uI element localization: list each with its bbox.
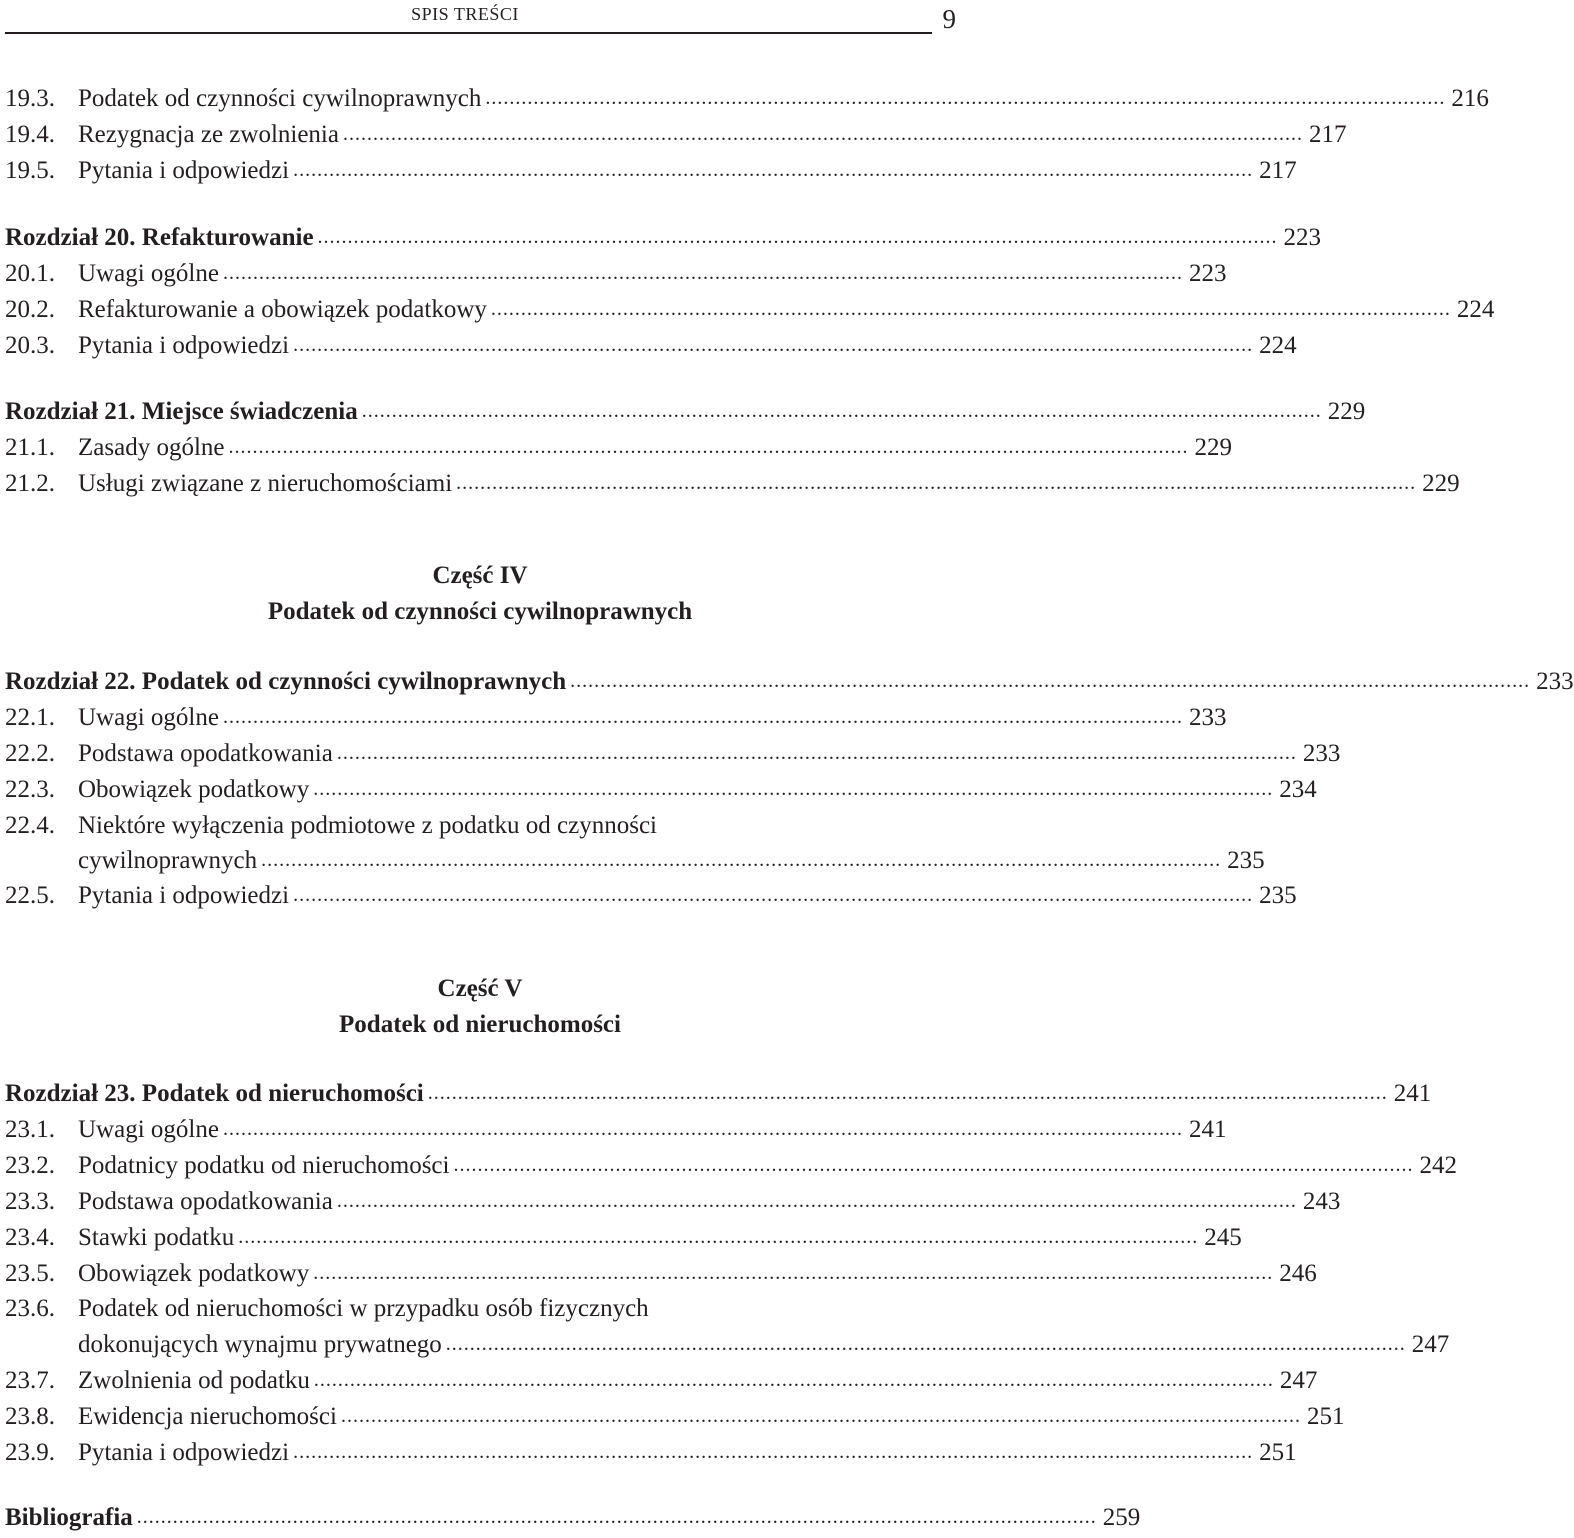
toc-entry-title: cywilnoprawnych bbox=[78, 847, 258, 874]
toc-entry-title: Uwagi ogólne bbox=[78, 704, 219, 731]
toc-leader-dots: ................................................................................................................................................................ bbox=[293, 159, 1254, 181]
toc-entry-title: dokonujących wynajmu prywatnego bbox=[78, 1331, 442, 1358]
toc-entry-page: 217 bbox=[1308, 121, 1347, 148]
toc-entry-page: 223 bbox=[1188, 260, 1227, 287]
toc-leader-dots: ................................................................................................................................................................ bbox=[136, 1506, 1097, 1528]
toc-entry-page: 229 bbox=[1194, 434, 1232, 461]
toc-entry-page: 234 bbox=[1279, 776, 1317, 803]
toc-entry-page: 247 bbox=[1279, 1367, 1318, 1394]
toc-entry-number: 23.7. bbox=[5, 1367, 55, 1394]
toc-chapter-title: Rozdział 21. Miejsce świadczenia bbox=[5, 398, 358, 425]
toc-entry[interactable] bbox=[5, 1184, 1341, 1220]
part-label: Część V bbox=[437, 975, 523, 1002]
toc-entry[interactable] bbox=[5, 466, 1460, 502]
toc-entry-page: 245 bbox=[1204, 1224, 1242, 1251]
toc-entry[interactable] bbox=[5, 1148, 1457, 1184]
toc-entry-page: 246 bbox=[1279, 1260, 1317, 1287]
toc-entry-number: 22.3. bbox=[5, 776, 55, 803]
toc-entry[interactable] bbox=[5, 772, 1317, 808]
toc-entry-title: Pytania i odpowiedzi bbox=[78, 332, 290, 359]
toc-entry-number: 20.3. bbox=[5, 332, 55, 359]
toc-entry-title: Obowiązek podatkowy bbox=[78, 1260, 310, 1287]
toc-entry-number: 22.2. bbox=[5, 740, 55, 767]
toc-leader-dots: ................................................................................................................................................................ bbox=[293, 884, 1254, 906]
toc-entry-title: Usługi związane z nieruchomościami bbox=[78, 470, 453, 497]
toc-entry-title: Podatnicy podatku od nieruchomości bbox=[78, 1152, 450, 1179]
toc-entry[interactable] bbox=[5, 81, 1489, 117]
toc-entry-number: 22.5. bbox=[5, 882, 55, 909]
toc-entry-page: 229 bbox=[1327, 398, 1366, 425]
toc-leader-dots: ................................................................................................................................................................ bbox=[317, 226, 1278, 248]
toc-entry[interactable] bbox=[5, 1435, 1297, 1471]
toc-entry-page: 224 bbox=[1259, 332, 1297, 359]
toc-entry-title: Pytania i odpowiedzi bbox=[78, 157, 290, 184]
toc-chapter-entry[interactable] bbox=[5, 1076, 1432, 1112]
toc-leader-dots: ................................................................................................................................................................ bbox=[570, 670, 1531, 692]
toc-entry[interactable] bbox=[5, 1256, 1317, 1292]
toc-leader-dots: ................................................................................................................................................................ bbox=[222, 706, 1183, 728]
toc-entry-title: Refakturowanie a obowiązek podatkowy bbox=[78, 296, 487, 323]
toc-entry-number: 23.5. bbox=[5, 1260, 55, 1287]
toc-entry-page: 223 bbox=[1283, 224, 1322, 251]
toc-entry[interactable] bbox=[5, 808, 956, 844]
toc-leader-dots: ................................................................................................................................................................ bbox=[238, 1226, 1199, 1248]
toc-entry-title: Zwolnienia od podatku bbox=[78, 1367, 310, 1394]
toc-entry[interactable] bbox=[5, 1112, 1227, 1148]
toc-entry-page: 247 bbox=[1411, 1331, 1450, 1358]
toc-entry[interactable] bbox=[5, 1399, 1345, 1435]
toc-entry-number: 20.1. bbox=[5, 260, 55, 287]
toc-entry-number: 19.3. bbox=[5, 85, 55, 112]
toc-entry-title: Ewidencja nieruchomości bbox=[78, 1403, 337, 1430]
toc-chapter-title: Bibliografia bbox=[5, 1504, 133, 1531]
toc-leader-dots: ................................................................................................................................................................ bbox=[336, 1190, 1297, 1212]
toc-entry-page: 259 bbox=[1102, 1504, 1141, 1531]
toc-entry-page: 235 bbox=[1227, 847, 1265, 874]
toc-entry-page: 229 bbox=[1422, 470, 1460, 497]
toc-entry-title: Rezygnacja ze zwolnienia bbox=[78, 121, 339, 148]
toc-entry-page: 251 bbox=[1259, 1439, 1297, 1466]
toc-leader-dots: ................................................................................................................................................................ bbox=[490, 298, 1451, 320]
toc-leader-dots: ................................................................................................................................................................ bbox=[293, 1441, 1254, 1463]
toc-entry-continuation[interactable] bbox=[5, 843, 1265, 879]
toc-entry[interactable] bbox=[5, 430, 1232, 466]
toc-entry[interactable] bbox=[5, 1291, 956, 1327]
toc-entry-number: 23.9. bbox=[5, 1439, 55, 1466]
toc-entry-number: 23.1. bbox=[5, 1116, 55, 1143]
toc-entry-title: Podatek od nieruchomości w przypadku osób fizycznych bbox=[78, 1295, 649, 1322]
toc-leader-dots: ................................................................................................................................................................ bbox=[313, 778, 1274, 800]
toc-entry-title: Podatek od czynności cywilnoprawnych bbox=[78, 85, 482, 112]
toc-entry-page: 235 bbox=[1259, 882, 1297, 909]
toc-leader-dots: ................................................................................................................................................................ bbox=[453, 1154, 1414, 1176]
toc-leader-dots: ................................................................................................................................................................ bbox=[293, 334, 1254, 356]
toc-entry-number: 20.2. bbox=[5, 296, 55, 323]
toc-entry-page: 233 bbox=[1188, 704, 1227, 731]
toc-entry[interactable] bbox=[5, 1220, 1242, 1256]
toc-entry[interactable] bbox=[5, 736, 1341, 772]
toc-chapter-title: Rozdział 23. Podatek od nieruchomości bbox=[5, 1080, 424, 1107]
toc-entry-page: 241 bbox=[1188, 1116, 1227, 1143]
toc-entry-page: 224 bbox=[1456, 296, 1495, 323]
toc-entry-title: Obowiązek podatkowy bbox=[78, 776, 310, 803]
toc-leader-dots: ................................................................................................................................................................ bbox=[342, 123, 1303, 145]
toc-entry-page: 233 bbox=[1536, 668, 1574, 695]
toc-leader-dots: ................................................................................................................................................................ bbox=[313, 1369, 1274, 1391]
toc-entry-number: 23.6. bbox=[5, 1295, 55, 1322]
toc-entry-page: 251 bbox=[1306, 1403, 1345, 1430]
toc-leader-dots: ................................................................................................................................................................ bbox=[313, 1262, 1274, 1284]
toc-entry-title: Podstawa opodatkowania bbox=[78, 740, 333, 767]
page-number: 9 bbox=[942, 4, 956, 34]
toc-entry[interactable] bbox=[5, 1363, 1318, 1399]
toc-entry-title: Zasady ogólne bbox=[78, 434, 225, 461]
toc-chapter-title: Rozdział 20. Refakturowanie bbox=[5, 224, 314, 251]
toc-leader-dots: ................................................................................................................................................................ bbox=[445, 1333, 1406, 1355]
toc-chapter-entry[interactable] bbox=[5, 220, 1322, 256]
toc-chapter-title: Rozdział 22. Podatek od czynności cywilnoprawnych bbox=[5, 668, 567, 695]
toc-entry-page: 243 bbox=[1302, 1188, 1341, 1215]
toc-entry-number: 22.1. bbox=[5, 704, 55, 731]
header-rule bbox=[5, 32, 932, 34]
toc-leader-dots: ................................................................................................................................................................ bbox=[222, 1118, 1183, 1140]
toc-entry-number: 21.2. bbox=[5, 470, 55, 497]
toc-leader-dots: ................................................................................................................................................................ bbox=[336, 742, 1297, 764]
toc-entry[interactable] bbox=[5, 328, 1297, 364]
toc-entry-title: Pytania i odpowiedzi bbox=[78, 1439, 290, 1466]
part-title: Podatek od nieruchomości bbox=[339, 1011, 621, 1038]
toc-bibliography-entry[interactable] bbox=[5, 1500, 1141, 1536]
part-label: Część IV bbox=[432, 562, 528, 589]
toc-entry-number: 19.5. bbox=[5, 157, 55, 184]
toc-leader-dots: ................................................................................................................................................................ bbox=[261, 849, 1222, 871]
toc-entry-page: 217 bbox=[1259, 157, 1297, 184]
toc-entry-continuation[interactable] bbox=[5, 1327, 1450, 1363]
toc-leader-dots: ................................................................................................................................................................ bbox=[222, 262, 1183, 284]
toc-entry-number: 22.4. bbox=[5, 812, 55, 839]
toc-entry-title: Pytania i odpowiedzi bbox=[78, 882, 290, 909]
toc-entry-page: 242 bbox=[1419, 1152, 1457, 1179]
toc-entry-number: 23.8. bbox=[5, 1403, 55, 1430]
toc-entry[interactable] bbox=[5, 117, 1347, 153]
toc-entry[interactable] bbox=[5, 878, 1297, 914]
toc-leader-dots: ................................................................................................................................................................ bbox=[228, 436, 1189, 458]
running-header bbox=[0, 0, 960, 40]
toc-leader-dots: ................................................................................................................................................................ bbox=[456, 472, 1417, 494]
toc-entry[interactable] bbox=[5, 256, 1227, 292]
toc-entry[interactable] bbox=[5, 153, 1297, 189]
toc-chapter-entry[interactable] bbox=[5, 394, 1366, 430]
toc-entry[interactable] bbox=[5, 700, 1227, 736]
toc-entry-title: Niektóre wyłączenia podmiotowe z podatku od czynności bbox=[78, 812, 657, 839]
toc-entry-page: 233 bbox=[1302, 740, 1341, 767]
toc-entry-number: 21.1. bbox=[5, 434, 55, 461]
toc-entry[interactable] bbox=[5, 292, 1495, 328]
toc-leader-dots: ................................................................................................................................................................ bbox=[361, 400, 1322, 422]
toc-entry-number: 23.2. bbox=[5, 1152, 55, 1179]
toc-chapter-entry[interactable] bbox=[5, 664, 1574, 700]
toc-leader-dots: ................................................................................................................................................................ bbox=[427, 1082, 1388, 1104]
toc-entry-number: 19.4. bbox=[5, 121, 55, 148]
toc-entry-title: Podstawa opodatkowania bbox=[78, 1188, 333, 1215]
toc-entry-title: Uwagi ogólne bbox=[78, 260, 219, 287]
toc-leader-dots: ................................................................................................................................................................ bbox=[340, 1405, 1301, 1427]
running-header-title: SPIS TREŚCI bbox=[411, 4, 519, 24]
toc-entry-page: 241 bbox=[1393, 1080, 1432, 1107]
toc-entry-page: 216 bbox=[1451, 85, 1489, 112]
toc-entry-number: 23.3. bbox=[5, 1188, 55, 1215]
toc-entry-title: Stawki podatku bbox=[78, 1224, 235, 1251]
toc-leader-dots: ................................................................................................................................................................ bbox=[485, 87, 1446, 109]
toc-entry-title: Uwagi ogólne bbox=[78, 1116, 219, 1143]
part-title: Podatek od czynności cywilnoprawnych bbox=[267, 598, 693, 625]
toc-entry-number: 23.4. bbox=[5, 1224, 55, 1251]
